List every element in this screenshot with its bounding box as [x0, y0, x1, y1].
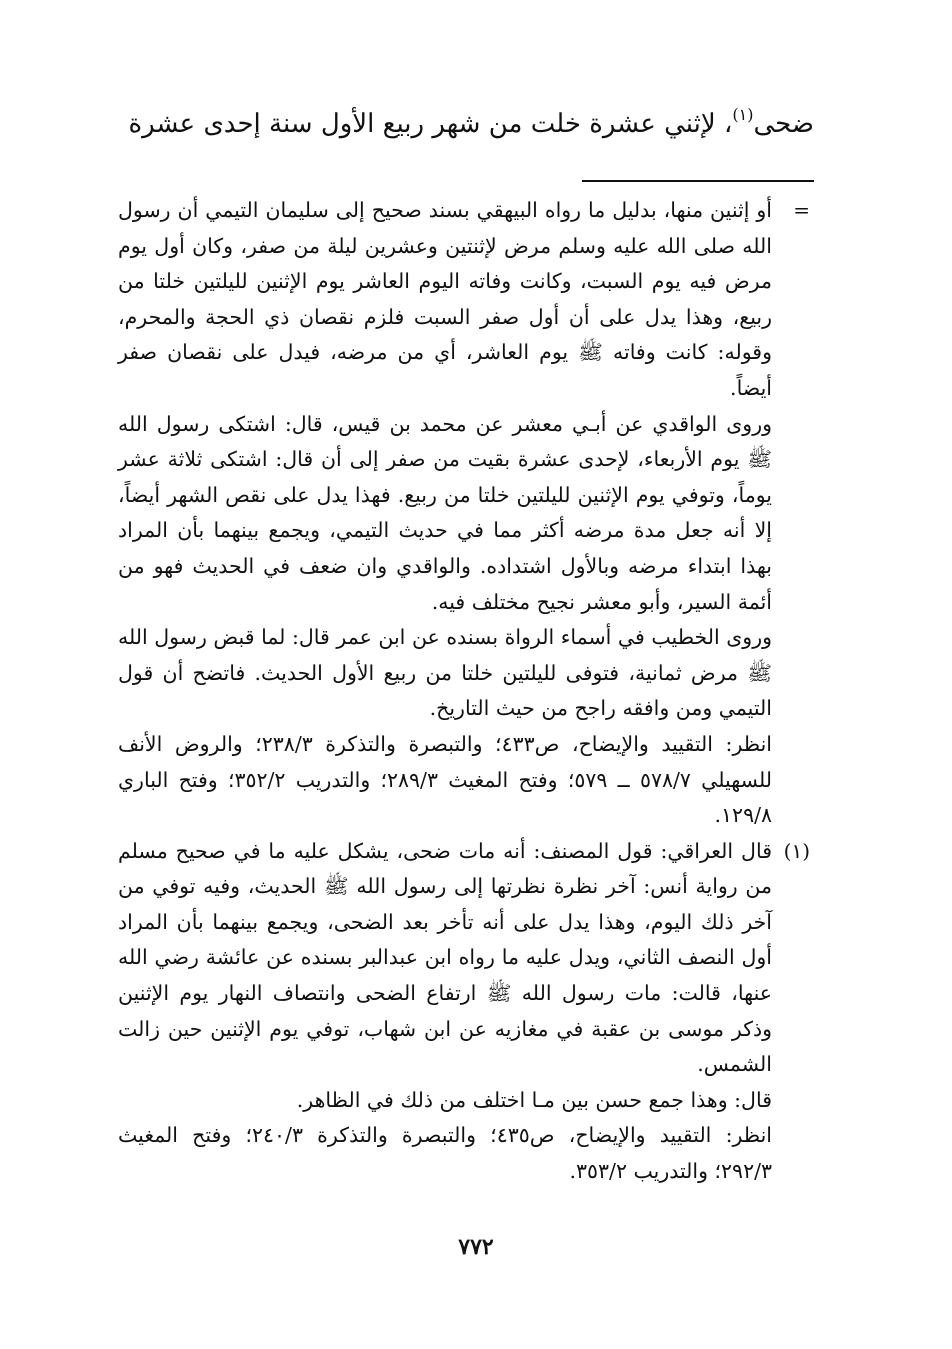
main-text-rest: ، لإثني عشرة خلت من شهر ربيع الأول سنة إحدى عشرة [128, 109, 733, 139]
footnote-paragraph: قال العراقي: قول المصنف: أنه مات ضحى، يشكل عليه ما في صحيح مسلم من رواية أنس: آخر نظرة نظرتها إلى رسول الله ﷺ الحديث، وفيه توفي من آخر ذلك اليوم، وهذا يدل على أنه تأخر بعد الضحى، ويجمع بينهما بأن المراد أول النصف الثاني، ويدل عليه ما رواه ابن عبدالبر بسنده عن عائشة رضي الله عنها، قالت: مات رسول الله ﷺ ارتفاع الضحى وانتصاف النهار يوم الإثنين وذكر موسى بن عقبة في مغازيه عن ابن شهاب، توفي يوم الإثنين حين زالت الشمس. [118, 838, 772, 1077]
footnote-continued [118, 193, 822, 834]
footnote-paragraph: أو إثنين منها، بدليل ما رواه البيهقي بسند صحيح إلى سليمان التيمي أن رسول الله صلى الله عليه وسلم مرض لإثنتين وعشرين ليلة من صفر، وكان أول يوم مرض فيه يوم السبت، وكانت وفاته اليوم العاشر يوم الإثنين لليلتين خلتا من ربيع، وهذا يدل على أن أول صفر السبت فلزم نقصان ذي الحجة والمحرم، وقوله: كانت وفاته ﷺ يوم العاشر، أي من مرضه، فيدل على نقصان صفر أيضاً. [118, 198, 772, 400]
continuation-marker: = [793, 198, 810, 222]
footnote-1-marker: (١) [783, 838, 810, 863]
footnote-paragraph: وروى الخطيب في أسماء الرواة بسنده عن ابن عمر قال: لما قبض رسول الله ﷺ مرض ثمانية، فتوفى لليلتين خلتا من ربيع الأول الحديث. فاتضح أن قول التيمي ومن وافقه راجح من حيث التاريخ. [118, 625, 772, 721]
footnote-citation: انظر: التقييد والإيضاح، ص٤٣٥؛ والتبصرة والتذكرة ٢٤٠/٣؛ وفتح المغيث ٢٩٢/٣؛ والتدريب ٣٥٣/٢. [118, 1123, 773, 1184]
footnote-reference-1[interactable]: (١) [732, 105, 754, 124]
main-text-line [124, 92, 814, 147]
footnote-separator [582, 180, 814, 182]
footnote-citation: انظر: التقييد والإيضاح، ص٤٣٣؛ والتبصرة والتذكرة ٢٣٨/٣؛ والروض الأنف للسهيلي ٥٧٨/٧ ــ ٥٧٩؛ وفتح المغيث ٢٨٩/٣؛ والتدريب ٣٥٢/٢؛ وفتح الباري ١٢٩/٨. [118, 731, 772, 828]
footnote-paragraph: وروى الواقدي عن أبـي معشر عن محمد بن قيس، قال: اشتكى رسول الله ﷺ يوم الأربعاء، لإحدى عشرة بقيت من صفر إلى أن قال: اشتكى ثلاثة عشر يوماً، وتوفي يوم الإثنين لليلتين خلتا من ربيع. فهذا يدل على نقص الشهر أيضاً، إلا أنه جعل مدة مرضه أكثر مما في حديث التيمي، ويجمع بينهما بأن المراد بهذا ابتداء مرضه وبالأول اشتداده. والواقدي وان ضعف في الحديث فهو من أئمة السير، وأبو معشر نجيح مختلف فيه. [118, 411, 772, 614]
main-text-start: ضحى [753, 109, 814, 139]
footnote-1 [118, 834, 822, 1190]
page-number: ٧٧٢ [458, 1234, 494, 1260]
footnote-paragraph: قال: وهذا جمع حسن بين مـا اختلف من ذلك في الظاهر. [296, 1087, 772, 1112]
footnotes-section [118, 193, 822, 1190]
